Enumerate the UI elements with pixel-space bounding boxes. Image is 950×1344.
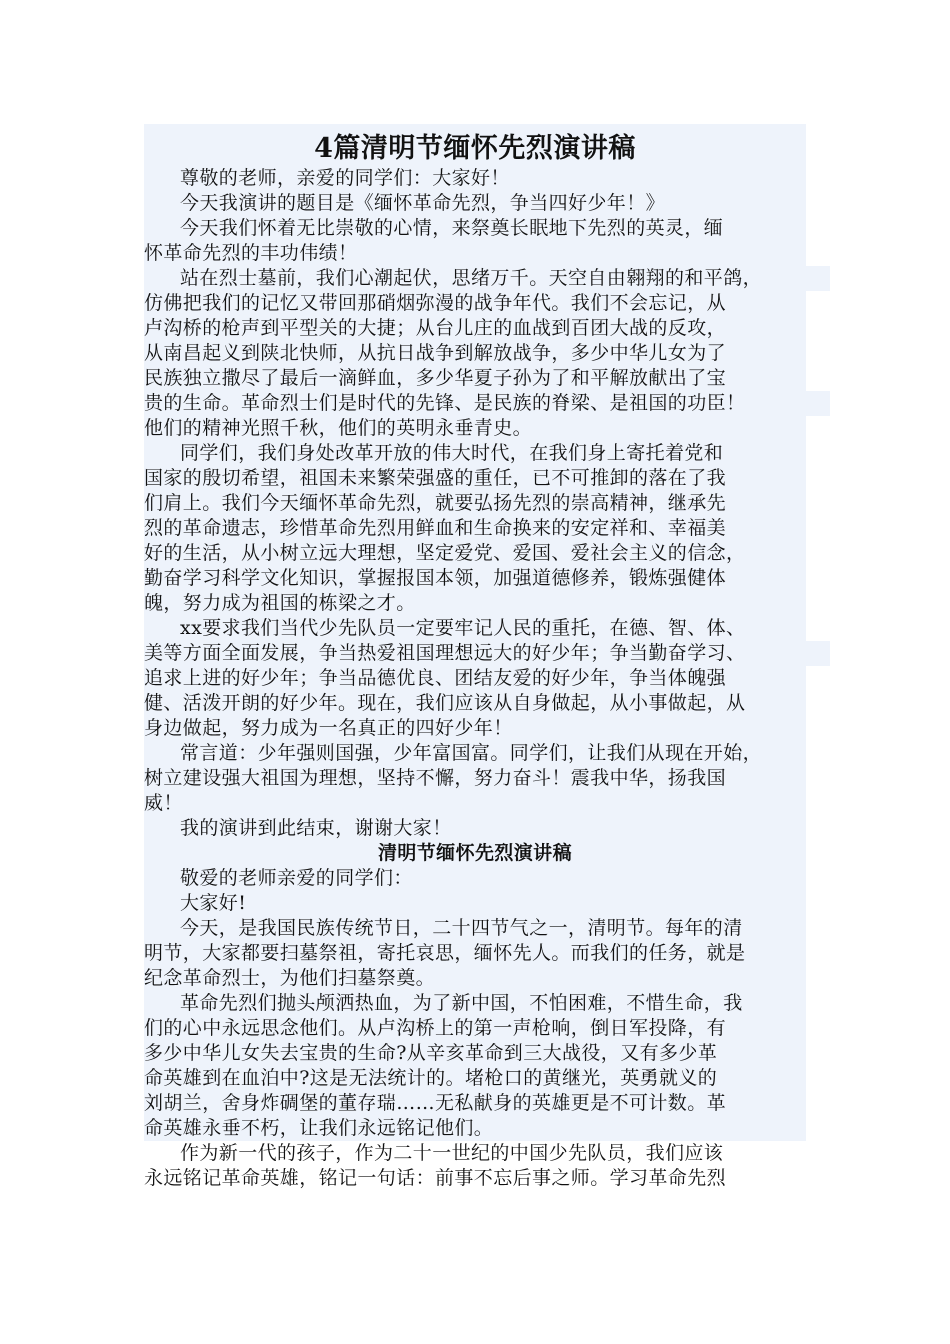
paragraph-line: 站在烈士墓前，我们心潮起伏，思绪万千。天空自由翱翔的和平鸽， [144, 266, 830, 291]
paragraph-line: 从南昌起义到陕北快师，从抗日战争到解放战争，多少中华儿女为了 [144, 341, 806, 366]
paragraph-line: 美等方面全面发展，争当热爱祖国理想远大的好少年；争当勤奋学习、 [144, 641, 830, 666]
paragraph-line: 他们的精神光照千秋，他们的英明永垂青史。 [144, 416, 806, 441]
paragraph-line: 树立建设强大祖国为理想，坚持不懈，努力奋斗！震我中华，扬我国 [144, 766, 806, 791]
paragraph-line: 健、活泼开朗的好少年。现在，我们应该从自身做起，从小事做起，从 [144, 691, 806, 716]
paragraph-line: 大家好! [144, 891, 806, 916]
paragraph-line: 敬爱的老师亲爱的同学们： [144, 866, 806, 891]
paragraph-line: 烈的革命遗志，珍惜革命先烈用鲜血和生命换来的安定祥和、幸福美 [144, 516, 806, 541]
paragraph-line: 尊敬的老师，亲爱的同学们：大家好！ [144, 166, 806, 191]
paragraph-line: 们肩上。我们今天缅怀革命先烈，就要弘扬先烈的崇高精神，继承先 [144, 491, 806, 516]
paragraph-line: 同学们，我们身处改革开放的伟大时代，在我们身上寄托着党和 [144, 441, 806, 466]
paragraph-line: 们的心中永远思念他们。从卢沟桥上的第一声枪响，倒日军投降，有 [144, 1016, 806, 1041]
document-body [144, 124, 806, 1191]
paragraph-line: 民族独立撒尽了最后一滴鲜血，多少华夏子孙为了和平解放献出了宝 [144, 366, 806, 391]
paragraph-line: 魄，努力成为祖国的栋梁之才。 [144, 591, 806, 616]
paragraph-line: 作为新一代的孩子，作为二十一世纪的中国少先队员，我们应该 [180, 1142, 724, 1164]
document-title: 4篇清明节缅怀先烈演讲稿 [144, 124, 806, 166]
paragraph-line: 身边做起，努力成为一名真正的四好少年！ [144, 716, 806, 741]
paragraph-line: 怀革命先烈的丰功伟绩！ [144, 241, 806, 266]
paragraph-line: 卢沟桥的枪声到平型关的大捷；从台儿庄的血战到百团大战的反攻， [144, 316, 806, 341]
paragraph-line: 追求上进的好少年；争当品德优良、团结友爱的好少年，争当体魄强 [144, 666, 806, 691]
paragraph-line: 多少中华儿女失去宝贵的生命?从辛亥革命到三大战役，又有多少革 [144, 1041, 806, 1066]
paragraph-line: xx要求我们当代少先队员一定要牢记人民的重托，在德、智、体、 [144, 616, 806, 641]
paragraph-line: 命英雄永垂不朽，让我们永远铭记他们。 [144, 1116, 806, 1141]
paragraph-line: 国家的殷切希望，祖国未来繁荣强盛的重任，已不可推卸的落在了我 [144, 466, 806, 491]
paragraph-line: 刘胡兰，舍身炸碉堡的董存瑞……无私献身的英雄更是不可计数。革 [144, 1091, 806, 1116]
paragraph-line: 我的演讲到此结束，谢谢大家！ [144, 816, 806, 841]
paragraph-line: 今天，是我国民族传统节日，二十四节气之一，清明节。每年的清 [144, 916, 806, 941]
paragraph-line: 革命先烈们抛头颅洒热血，为了新中国，不怕困难，不惜生命，我 [144, 991, 806, 1016]
paragraph-line: 常言道：少年强则国强，少年富国富。同学们，让我们从现在开始， [144, 741, 806, 766]
paragraph-line: 威！ [144, 791, 806, 816]
paragraph-line: 今天我演讲的题目是《缅怀革命先烈，争当四好少年！》 [144, 191, 806, 216]
paragraph-line: 今天我们怀着无比崇敬的心情，来祭奠长眠地下先烈的英灵，缅 [144, 216, 806, 241]
paragraph-line: 永远铭记革命英雄，铭记一句话：前事不忘后事之师。学习革命先烈 [144, 1167, 727, 1189]
paragraph-line: 仿佛把我们的记忆又带回那硝烟弥漫的战争年代。我们不会忘记，从 [144, 291, 806, 316]
paragraph-line: 明节，大家都要扫墓祭祖，寄托哀思，缅怀先人。而我们的任务，就是 [144, 941, 806, 966]
paragraph-line: 贵的生命。革命烈士们是时代的先锋、是民族的脊梁、是祖国的功臣！ [144, 391, 830, 416]
section-subtitle: 清明节缅怀先烈演讲稿 [144, 841, 806, 866]
paragraph-line: 好的生活，从小树立远大理想，坚定爱党、爱国、爱社会主义的信念， [144, 541, 806, 566]
paragraph-line: 命英雄到在血泊中?这是无法统计的。堵枪口的黄继光，英勇就义的 [144, 1066, 806, 1091]
paragraph-line: 纪念革命烈士，为他们扫墓祭奠。 [144, 966, 806, 991]
paragraph-line: 勤奋学习科学文化知识，掌握报国本领，加强道德修养，锻炼强健体 [144, 566, 806, 591]
